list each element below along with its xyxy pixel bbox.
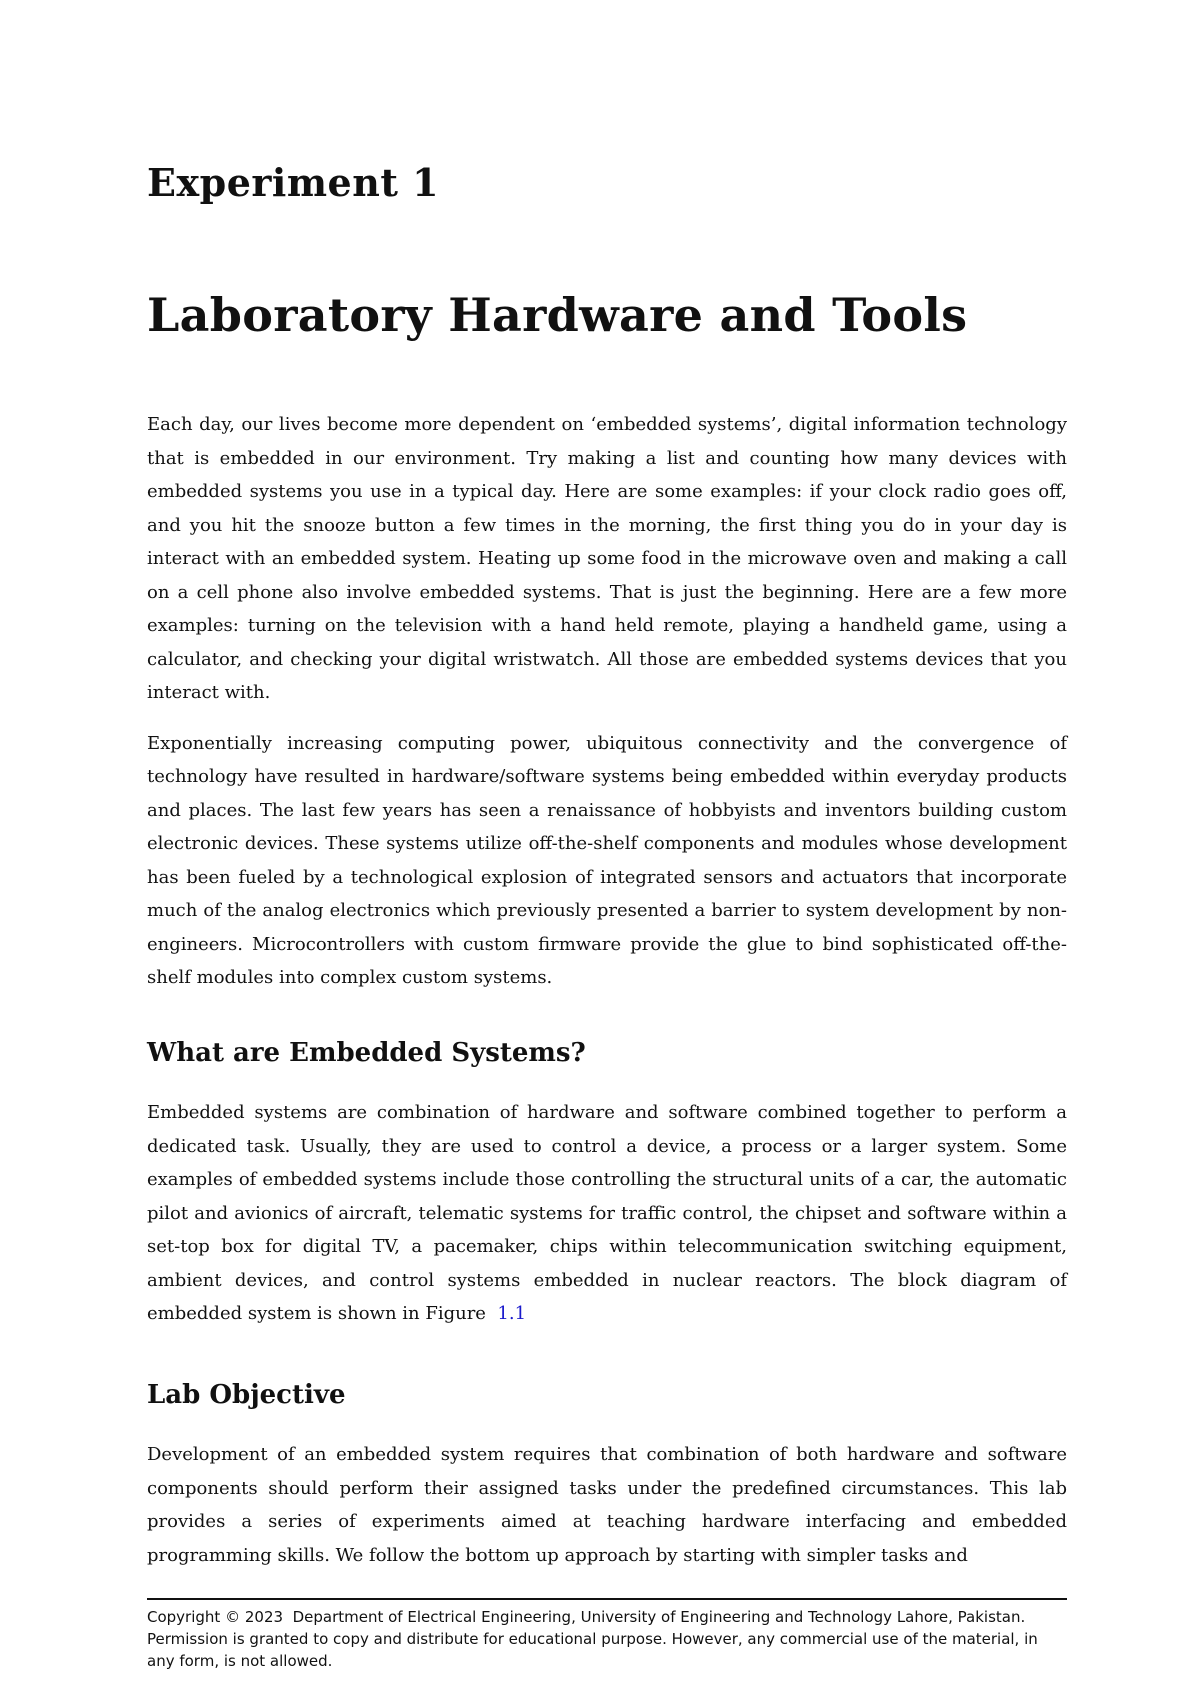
section-title-embedded-systems: What are Embedded Systems? (147, 1038, 586, 1068)
section-lab-objective (147, 1438, 1067, 1572)
copyright-footer (147, 1598, 1067, 1672)
copyright-year: 2023 (244, 1608, 284, 1626)
figure-reference-link[interactable]: 1.1 (497, 1303, 527, 1324)
intro-paragraph-2: Exponentially increasing computing power, ubiquitous connectivity and the convergence of technology have resulted in hardware/software systems being embedded within everyday products and places. The last few years has seen a renaissance of hobbyists and inventors building custom electronic devices. These systems utilize off-the-shelf components and modules whose development has been fueled by a technological explosion of integrated sensors and actuators that incorporate much of the analog electronics which previously presented a barrier to system development by non-engineers. Microcontrollers with custom firmware provide the glue to bind sophisticated off-the-shelf modules into complex custom systems. (147, 732, 1067, 988)
intro-paragraph-1: Each day, our lives become more dependent on ‘embedded systems’, digital information technology that is embedded in our environment. Try making a list and counting how many devices with embedded systems you use in a typical day. Here are some examples: if your clock radio goes off, and you hit the snooze button a few times in the morning, the first thing you do in your day is interact with an embedded system. Heating up some food in the microwave oven and making a call on a cell phone also involve embedded systems. That is just the beginning. Here are a few more examples: turning on the television with a hand held remote, playing a handheld game, using a calculator, and checking your digital wristwatch. All those are embedded systems devices that you interact with. (147, 414, 1067, 703)
copyright-label: Copyright (147, 1608, 221, 1626)
lab-objective-paragraph: Development of an embedded system requires that combination of both hardware and software components should perform their assigned tasks under the predefined circumstances. This lab provides a series of experiments aimed at teaching hardware interfacing and embedded programming skills. We follow the bottom up approach by starting with simpler tasks and (147, 1444, 1067, 1566)
section-title-lab-objective: Lab Objective (147, 1380, 346, 1410)
chapter-title: Laboratory Hardware and Tools (147, 288, 968, 342)
copyright-icon: © (225, 1608, 241, 1626)
embedded-systems-paragraph (147, 1096, 1067, 1331)
chapter-label: Experiment 1 (147, 160, 440, 205)
section-embedded-systems (147, 1096, 1067, 1331)
copyright-text: Department of Electrical Engineering, University of Engineering and Technology Lahore, Pakistan. Permission is granted to copy and distribute for educational purpose. However, any commercial use of the material, in any form, is not allowed. (147, 1608, 1038, 1670)
intro-section (147, 408, 1067, 995)
embedded-systems-text: Embedded systems are combination of hardware and software combined together to perform a dedicated task. Usually, they are used to control a device, a process or a larger system. Some examples of embedded systems include those controlling the structural units of a car, the automatic pilot and avionics of aircraft, telematic systems for traffic control, the chipset and software within a set-top box for digital TV, a pacemaker, chips within telecommunication switching equipment, ambient devices, and control systems embedded in nuclear reactors. The block diagram of embedded system is shown in Figure (147, 1102, 1067, 1324)
